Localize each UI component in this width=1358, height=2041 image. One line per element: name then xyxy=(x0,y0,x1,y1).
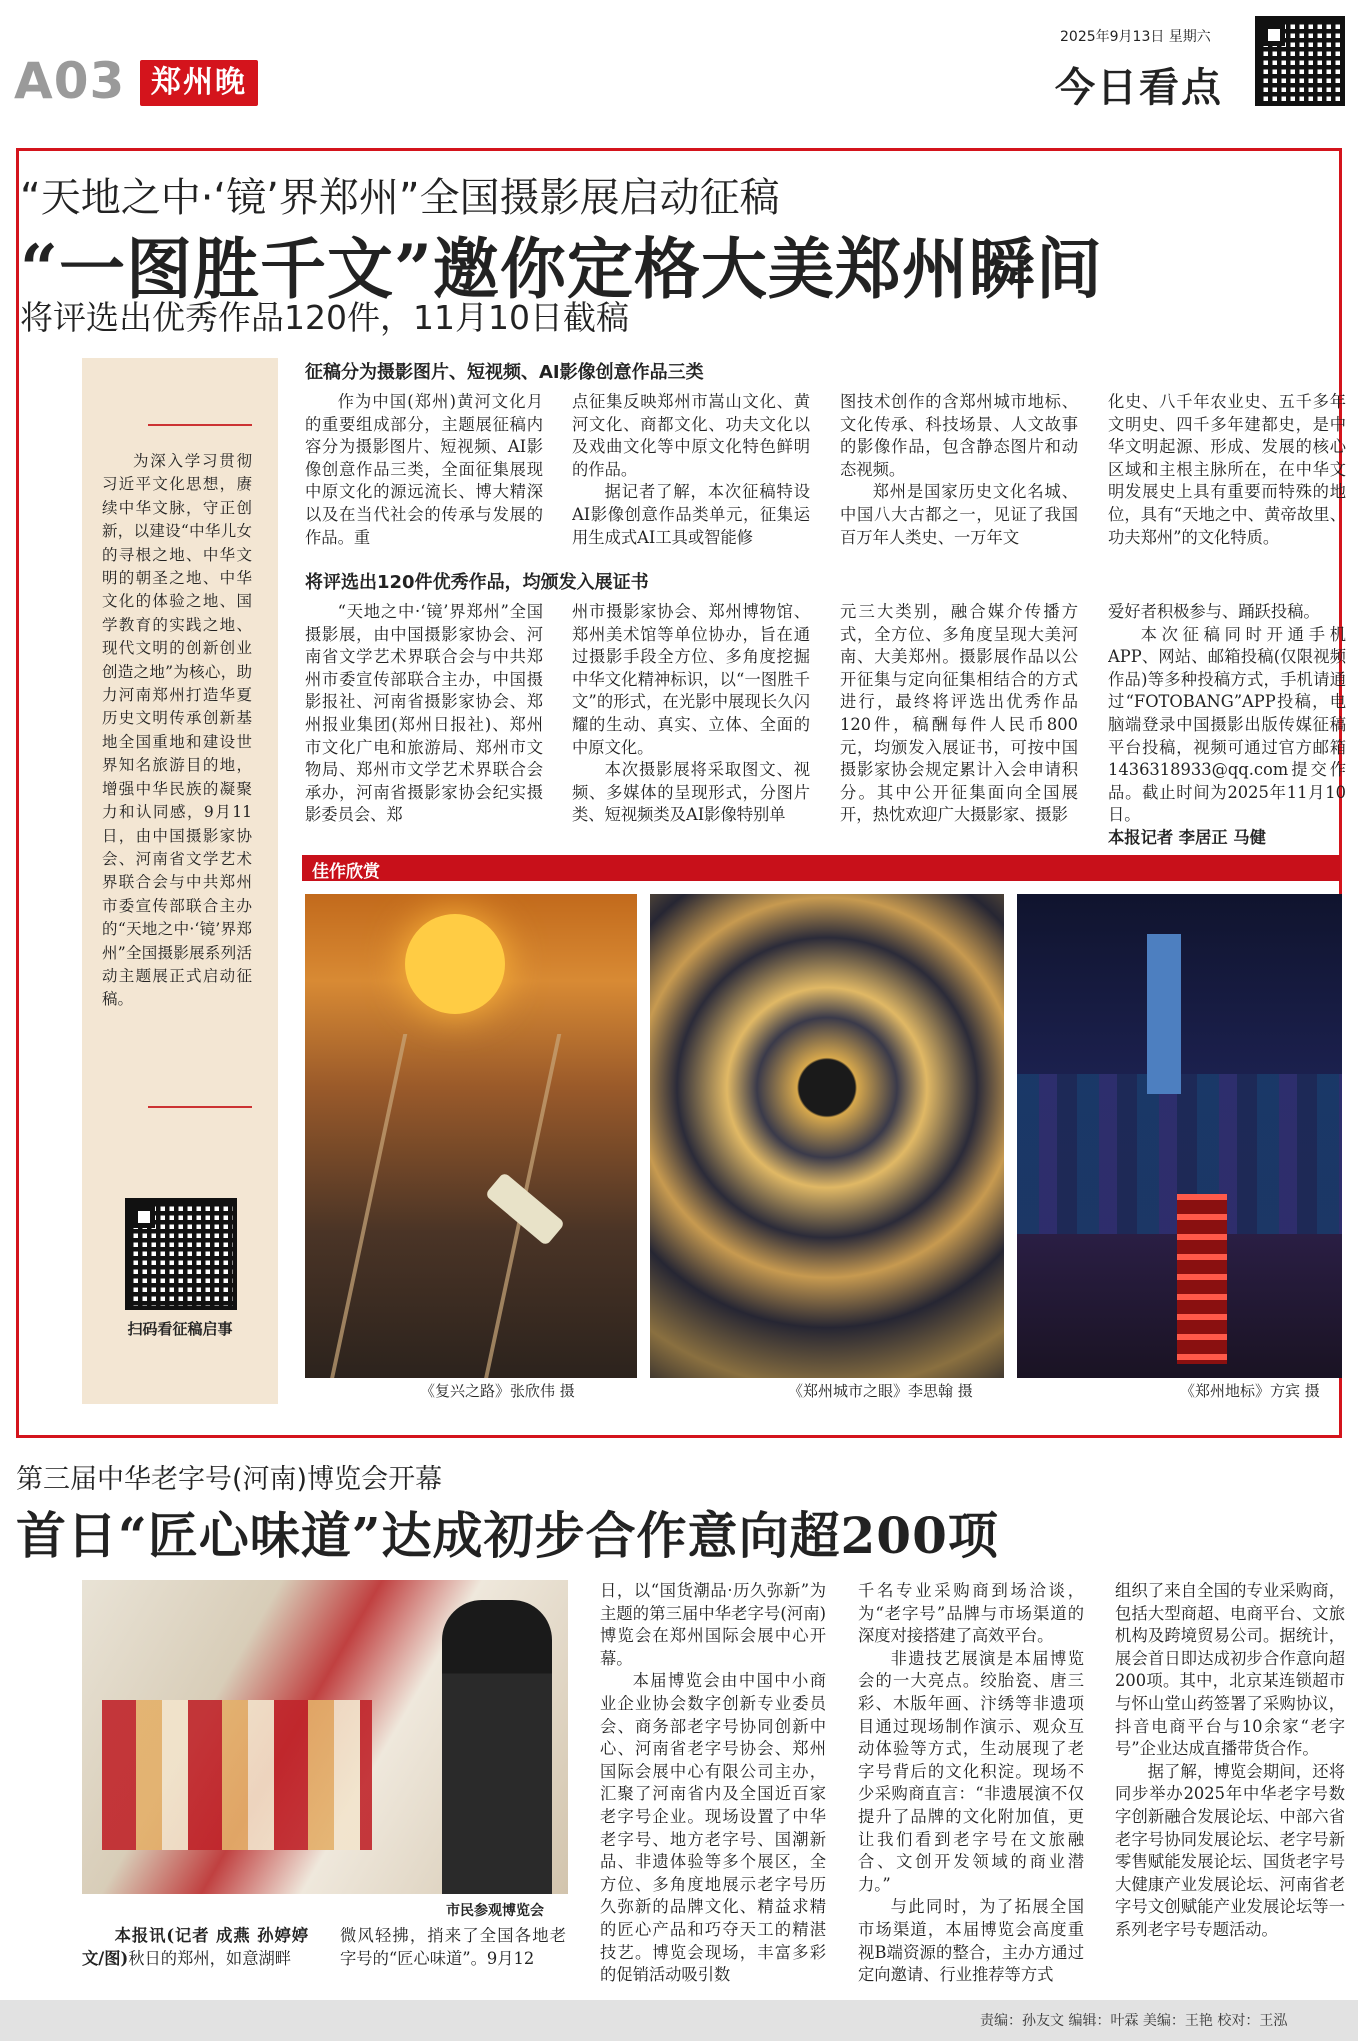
subheading: 征稿分为摄影图片、短视频、AI影像创意作品三类 xyxy=(305,362,704,383)
divider xyxy=(148,1106,252,1108)
text-column: 日，以“国货潮品·历久弥新”为主题的第三届中华老字号(河南)博览会在郑州国际会展中心开幕。 本届博览会由中国中小商业企业协会数字创新专业委员会、商务部老字号协同创新中心、河南省老字号协会、郑州国际会展中心有限公司主办，汇聚了河南省内及全国近百家老字号企业。现场设置了中华老字号、地方老字号、国潮新品、非遗体验等多个展区，全方位、多角度地展示老字号历久弥新的品牌文化、精益求精的匠心产品和巧夺天工的精湛技艺。博览会现场，丰富多彩的促销活动吸引数 xyxy=(600,1581,826,1985)
text-column: 作为中国(郑州)黄河文化月的重要组成部分，主题展征稿内容分为摄影图片、短视频、AI影像创意作品三类，全面征集展现中原文化的源远流长、博大精深以及在当代社会的传承与发展的作品。重 xyxy=(305,392,543,547)
text-column: 爱好者积极参与、踊跃投稿。 本次征稿同时开通手机APP、网站、邮箱投稿(仅限视频作品)等多种投稿方式，手机请通过“FOTOBANG”APP投稿，电脑端登录中国摄影出版传媒征稿平台投稿，视频可通过官方邮箱1436318933@qq.com提交作品。截止时间为2025年11月10日。 本报记者 李居正 马健 xyxy=(1108,601,1346,846)
subheading: 将评选出120件优秀作品，均颁发入展证书 xyxy=(305,572,649,593)
visitor-shape xyxy=(442,1600,552,1894)
text-column: 点征集反映郑州市嵩山文化、黄河文化、商都文化、功夫文化以及戏曲文化等中原文化特色鲜明的作品。 据记者了解，本次征稿特设AI影像创意作品类单元，征集运用生成式AI工具或智能修 xyxy=(572,392,810,547)
text-column: 本报讯(记者 成燕 孙婷婷 文/图)秋日的郑州，如意湖畔 xyxy=(82,1926,308,1968)
text-column: “天地之中·‘镜’界郑州”全国摄影展，由中国摄影家协会、河南省文学艺术界联合会与中共郑州市委宣传部联合主办，中国摄影报社、河南省摄影家协会、郑州报业集团(郑州日报社)、郑州市文化广电和旅游局、郑州市文物局、郑州市文学艺术界联合会承办，河南省摄影家协会纪实摄影委员会、郑 xyxy=(305,602,543,825)
tower-shape xyxy=(1147,934,1181,1094)
product-shelf-shape xyxy=(102,1700,372,1850)
photo-expo[interactable] xyxy=(82,1580,568,1894)
photo-city-landmark[interactable] xyxy=(1017,894,1342,1378)
byline: 本报记者 李居正 马健 xyxy=(1108,827,1266,846)
issue-date: 2025年9月13日 星期六 xyxy=(1060,29,1211,45)
divider xyxy=(148,424,252,426)
byline: 本报讯(记者 成燕 孙婷婷 文/图) xyxy=(82,1926,308,1968)
feature-headline: “一图胜千文”邀你定格大美郑州瞬间 xyxy=(20,230,1103,308)
newspaper-logo: 郑州晚报 xyxy=(140,60,258,106)
section-title: 今日看点 xyxy=(1055,65,1223,111)
text-column: 图技术创作的含郑州城市地标、文化传承、科技场景、人文故事的影像作品，包含静态图片和动态视频。 郑州是国家历史文化名城、中国八大古都之一，见证了我国百万年人类史、一万年文 xyxy=(840,392,1078,547)
photo-caption: 《复兴之路》张欣伟 摄 xyxy=(420,1382,575,1400)
article-kicker: 第三届中华老字号(河南)博览会开幕 xyxy=(16,1464,443,1495)
feature-kicker: “天地之中·‘镜’界郑州”全国摄影展启动征稿 xyxy=(20,175,780,221)
photo-caption: 《郑州地标》方宾 摄 xyxy=(1180,1382,1320,1400)
photo-caption: 市民参观博览会 xyxy=(446,1903,544,1919)
photo-caption: 《郑州城市之眼》李思翰 摄 xyxy=(788,1382,973,1400)
article-headline: 首日“匠心味道”达成初步合作意向超200项 xyxy=(16,1506,999,1565)
pagoda-shape xyxy=(1177,1194,1227,1364)
sidebar-lead: 为深入学习贯彻习近平文化思想，赓续中华文脉，守正创新，以建设“中华儿女的寻根之地、中华文明的朝圣之地、中华文化的体验之地、国学教育的实践之地、现代文明的创新创业创造之地”为核心，助力河南郑州打造华夏历史文明传承创新基地全国重地和建设世界知名旅游目的地，增强中华民族的凝聚力和认同感，9月11日，由中国摄影家协会、河南省文学艺术界联合会与中共郑州市委宣传部联合主办的“天地之中·‘镜’界郑州”全国摄影展系列活动主题展正式启动征稿。 xyxy=(102,452,252,1009)
photo-railway-sunset[interactable] xyxy=(305,894,637,1378)
text-column: 州市摄影家协会、郑州博物馆、郑州美术馆等单位协办，旨在通过摄影手段全方位、多角度挖掘中华文化精神标识，以“一图胜千文”的形式，在光影中展现长久闪耀的生动、真实、立体、全面的中原文化。 本次摄影展将采取图文、视频、多媒体的呈现形式，分图片类、短视频类及AI影像特别单 xyxy=(572,602,810,825)
gallery-bar xyxy=(302,855,1340,881)
photo-city-eye[interactable] xyxy=(650,894,1004,1378)
qr-code-icon[interactable] xyxy=(125,1198,237,1310)
feature-subhead: 将评选出优秀作品120件，11月10日截稿 xyxy=(20,298,629,337)
text-column: 组织了来自全国的专业采购商，包括大型商超、电商平台、文旅机构及跨境贸易公司。据统计，展会首日即达成初步合作意向超200项。其中，北京某连锁超市与怀山堂山药签署了采购协议，抖音电商平台与10余家“老字号”企业达成直播带货合作。 据了解，博览会期间，还将同步举办2025年中华老字号数字创新融合发展论坛、中部六省老字号协同发展论坛、老字号新零售赋能发展论坛、国货老字号大健康产业发展论坛、河南省老字号文创赋能产业发展论坛等一系列老字号专题活动。 xyxy=(1115,1581,1345,1939)
text-column: 千名专业采购商到场洽谈，为“老字号”品牌与市场渠道的深度对接搭建了高效平台。 非遗技艺展演是本届博览会的一大亮点。绞胎瓷、唐三彩、木版年画、汴绣等非遗项目通过现场制作演示、观众互动体验等方式，生动展现了老字号背后的文化积淀。现场不少采购商直言：“非遗展演不仅提升了品牌的文化附加值，更让我们看到老字号在文旅融合、文创开发领域的商业潜力。” 与此同时，为了拓展全国市场渠道，本届博览会高度重视B端资源的整合，主办方通过定向邀请、行业推荐等方式 xyxy=(858,1581,1084,1985)
page-number: A03 xyxy=(14,52,126,110)
gallery-label: 佳作欣赏 xyxy=(312,862,380,882)
sun-shape xyxy=(405,914,505,1014)
text-column: 化史、八千年农业史、五千多年文明史、四千多年建都史，是中华文明起源、形成、发展的核心区域和主根主脉所在，在中华文明发展史上具有重要而特殊的地位，具有“天地之中、黄帝故里、功夫郑州”的文化特质。 xyxy=(1108,392,1346,547)
text-column: 元三大类别，融合媒介传播方式，全方位、多角度呈现大美河南、大美郑州。摄影展作品以公开征集与定向征集相结合的方式进行，最终将评选出优秀作品120件，稿酬每件人民币800元，均颁发入展证书，可按中国摄影家协会规定累计入会申请积分。其中公开征集面向全国展开，热忱欢迎广大摄影家、摄影 xyxy=(840,602,1078,825)
qr-caption: 扫码看征稿启事 xyxy=(127,1320,233,1338)
qr-code-icon xyxy=(1255,16,1345,106)
footer-credits: 责编：孙友文 编辑：叶霖 美编：王艳 校对：王泓 xyxy=(980,2013,1288,2029)
text-column: 微风轻拂，捎来了全国各地老字号的“匠心味道”。9月12 xyxy=(340,1926,566,1968)
